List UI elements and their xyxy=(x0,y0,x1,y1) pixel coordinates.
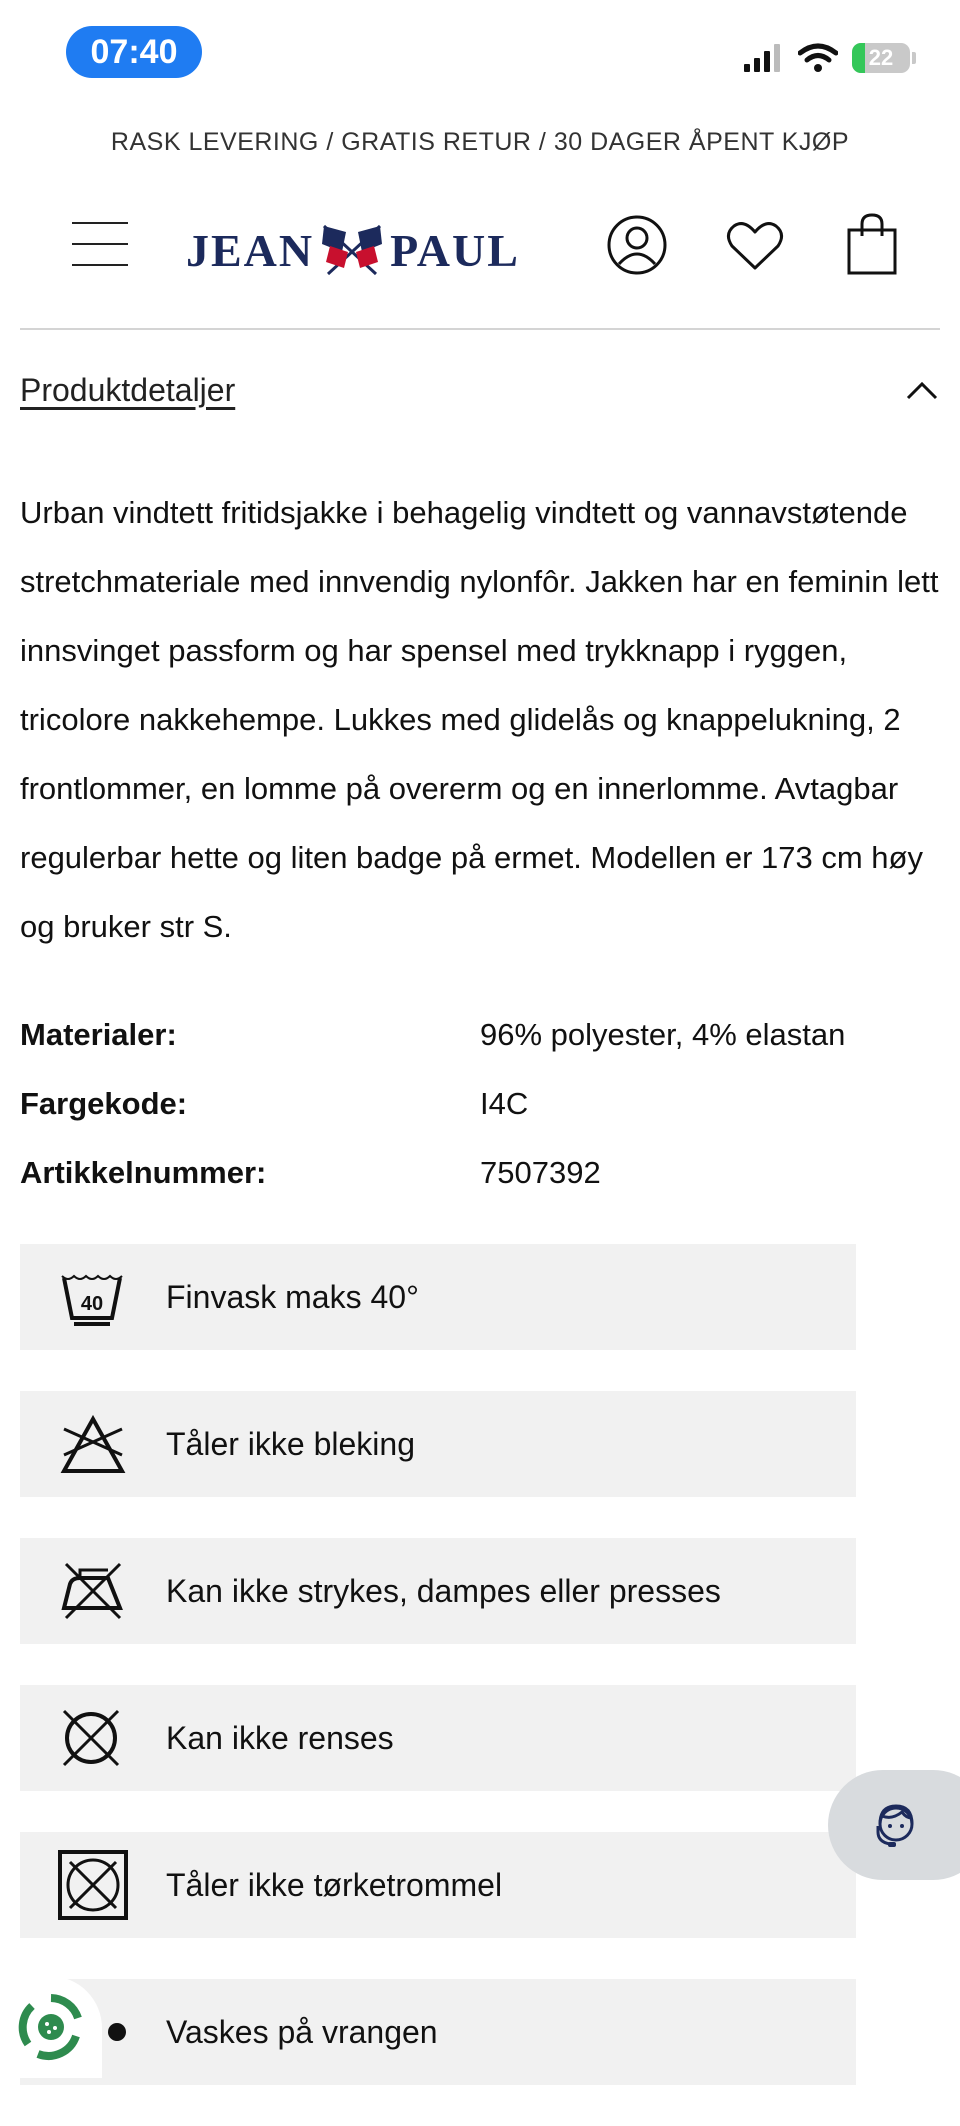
care-item xyxy=(20,1685,856,1791)
logo-text-right: PAUL xyxy=(390,224,520,276)
spec-row xyxy=(20,1069,940,1138)
no-bleach-icon xyxy=(60,1415,126,1475)
shopping-bag-icon[interactable] xyxy=(846,212,898,276)
status-time: 07:40 xyxy=(66,26,202,78)
care-item xyxy=(20,1979,856,2085)
battery-icon xyxy=(852,43,910,73)
care-item xyxy=(20,1244,856,1350)
care-label: Kan ikke strykes, dampes eller presses xyxy=(166,1572,721,1609)
signal-icon xyxy=(744,44,784,72)
care-label: Finvask maks 40° xyxy=(166,1278,419,1315)
crossed-flags-icon xyxy=(316,222,388,278)
logo-text-left: JEAN xyxy=(186,224,315,276)
customer-service-chat-button[interactable] xyxy=(828,1770,960,1880)
wash-temp-label: 40 xyxy=(80,1293,104,1315)
hamburger-menu-icon[interactable] xyxy=(72,222,128,266)
wishlist-heart-icon[interactable] xyxy=(726,220,784,272)
product-details-toggle[interactable]: Produktdetaljer xyxy=(20,372,236,408)
care-label: Kan ikke renses xyxy=(166,1719,394,1756)
spec-value: 7507392 xyxy=(480,1154,601,1190)
brand-logo[interactable] xyxy=(186,220,520,280)
spec-value: 96% polyester, 4% elastan xyxy=(480,1016,846,1052)
wifi-icon xyxy=(798,43,838,73)
no-iron-icon xyxy=(60,1560,126,1622)
care-item xyxy=(20,1538,856,1644)
recycle-icon xyxy=(16,1992,86,2062)
bullet-icon xyxy=(108,2023,126,2041)
care-item xyxy=(20,1832,856,1938)
spec-row xyxy=(20,1000,940,1069)
no-dry-clean-icon xyxy=(60,1707,122,1769)
product-description: Urban vindtett fritidsjakke i behagelig vindtett og vannavstøtende stretchmateriale med innvendig nylonfôr. Jakken har en feminin lett innsvinget passform og har spensel med trykknapp i ryggen, tricolore nakkehempe. Lukkes med glidelås og knappelukning, 2 frontlommer, en lomme på overerm og en innerlomme. Avtagbar regulerbar hette og liten badge på ermet. Modellen er 173 cm høy og bruker str S. xyxy=(20,495,939,944)
battery-level: 22 xyxy=(868,45,894,70)
care-label: Tåler ikke tørketrommel xyxy=(166,1866,503,1903)
no-tumble-dry-icon xyxy=(58,1850,128,1920)
care-instructions xyxy=(20,1244,856,2126)
status-icons xyxy=(744,40,916,76)
care-label: Vaskes på vrangen xyxy=(166,2013,438,2050)
spec-label: Materialer: xyxy=(20,1016,177,1052)
care-item xyxy=(20,1391,856,1497)
spec-row xyxy=(20,1138,940,1207)
account-icon[interactable] xyxy=(606,214,668,276)
chevron-up-icon[interactable] xyxy=(906,380,938,400)
product-specs xyxy=(20,1000,940,1207)
site-header xyxy=(0,200,960,300)
support-agent-icon xyxy=(868,1798,924,1854)
promo-banner: RASK LEVERING / GRATIS RETUR / 30 DAGER ÅPENT KJØP xyxy=(110,128,850,156)
spec-label: Artikkelnummer: xyxy=(20,1154,267,1190)
header-divider xyxy=(20,328,940,330)
eco-badge[interactable] xyxy=(0,1976,102,2078)
wash-40-icon xyxy=(60,1274,124,1330)
care-label: Tåler ikke bleking xyxy=(166,1425,415,1462)
spec-label: Fargekode: xyxy=(20,1085,188,1121)
spec-value: I4C xyxy=(480,1085,529,1121)
